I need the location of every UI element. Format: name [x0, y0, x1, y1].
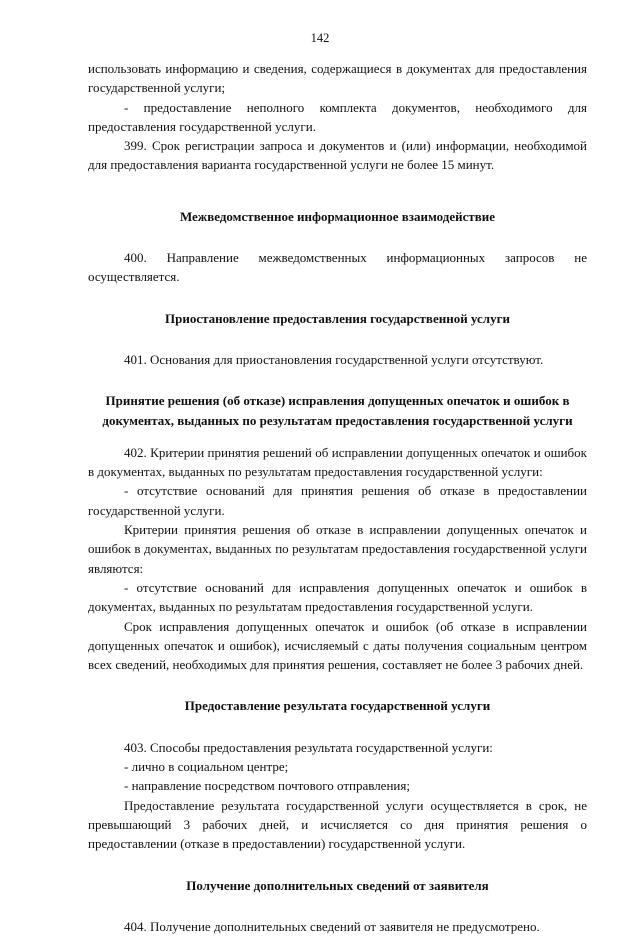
paragraph: использовать информацию и сведения, содержащиеся в документах для предоставления государственной услуги; [88, 61, 587, 96]
paragraph: - предоставление неполного комплекта документов, необходимого для предоставления государственной услуги. [88, 99, 587, 134]
spacer [88, 430, 587, 443]
paragraph: Критерии принятия решения об отказе в исправлении допущенных опечаток и ошибок в документах, выданных по результатам предоставления государственной услуги являются: [88, 522, 587, 576]
paragraph: - отсутствие оснований для принятия решения об отказе в предоставлении государственной услуги. [88, 483, 587, 518]
spacer [88, 328, 587, 350]
section-heading: Принятие решения (об отказе) исправления допущенных опечаток и ошибок в документах, выданных по результатам предоставления государственной услуги [102, 393, 573, 428]
spacer [88, 895, 587, 917]
spacer [88, 369, 587, 391]
spacer [88, 287, 587, 309]
section-heading: Получение дополнительных сведений от заявителя [186, 877, 489, 893]
spacer [88, 175, 587, 207]
paragraph: - лично в социальном центре; [124, 759, 289, 775]
paragraph: 404. Получение дополнительных сведений от заявителя не предусмотрено. [124, 918, 540, 934]
paragraph: 401. Основания для приостановления государственной услуги отсутствуют. [124, 351, 544, 367]
paragraph: 400. Направление межведомственных информационных запросов не осуществляется. [88, 250, 587, 285]
paragraph: - отсутствие оснований для исправления допущенных опечаток и ошибок в документах, выданных по результатам предоставления государственной услуги. [88, 579, 587, 615]
spacer [88, 716, 587, 738]
spacer [88, 226, 587, 248]
spacer [88, 854, 587, 876]
section-heading: Предоставление результата государственной услуги [184, 698, 491, 714]
paragraph: Срок исправления допущенных опечаток и ошибок (об отказе в исправлении допущенных опечаток и ошибок), исчисляемый с даты получения социальным центром всех сведений, необходимых для принятия решения, составляет не более 3 рабочих дней. [88, 618, 587, 673]
document-body [88, 59, 587, 936]
paragraph: Предоставление результата государственной услуги осуществляется в срок, не превышающий 3 рабочих дней, и исчисляется со дня принятия решения о предоставлении (отказе в предоставлении) государственной услуги. [88, 797, 587, 852]
spacer [88, 674, 587, 696]
paragraph: 399. Срок регистрации запроса и документов и (или) информации, необходимой для предоставления варианта государственной услуги не более 15 минут. [88, 138, 587, 173]
paragraph: 402. Критерии принятия решений об исправлении допущенных опечаток и ошибок в документах, выданных по результатам предоставления государственной услуги: [88, 444, 587, 480]
page-number: 142 [310, 31, 330, 45]
paragraph: - направление посредством почтового отправления; [124, 778, 410, 794]
section-heading: Приостановление предоставления государственной услуги [164, 310, 510, 326]
paragraph: 403. Способы предоставления результата государственной услуги: [124, 739, 493, 755]
section-heading: Межведомственное информационное взаимодействие [179, 208, 496, 224]
